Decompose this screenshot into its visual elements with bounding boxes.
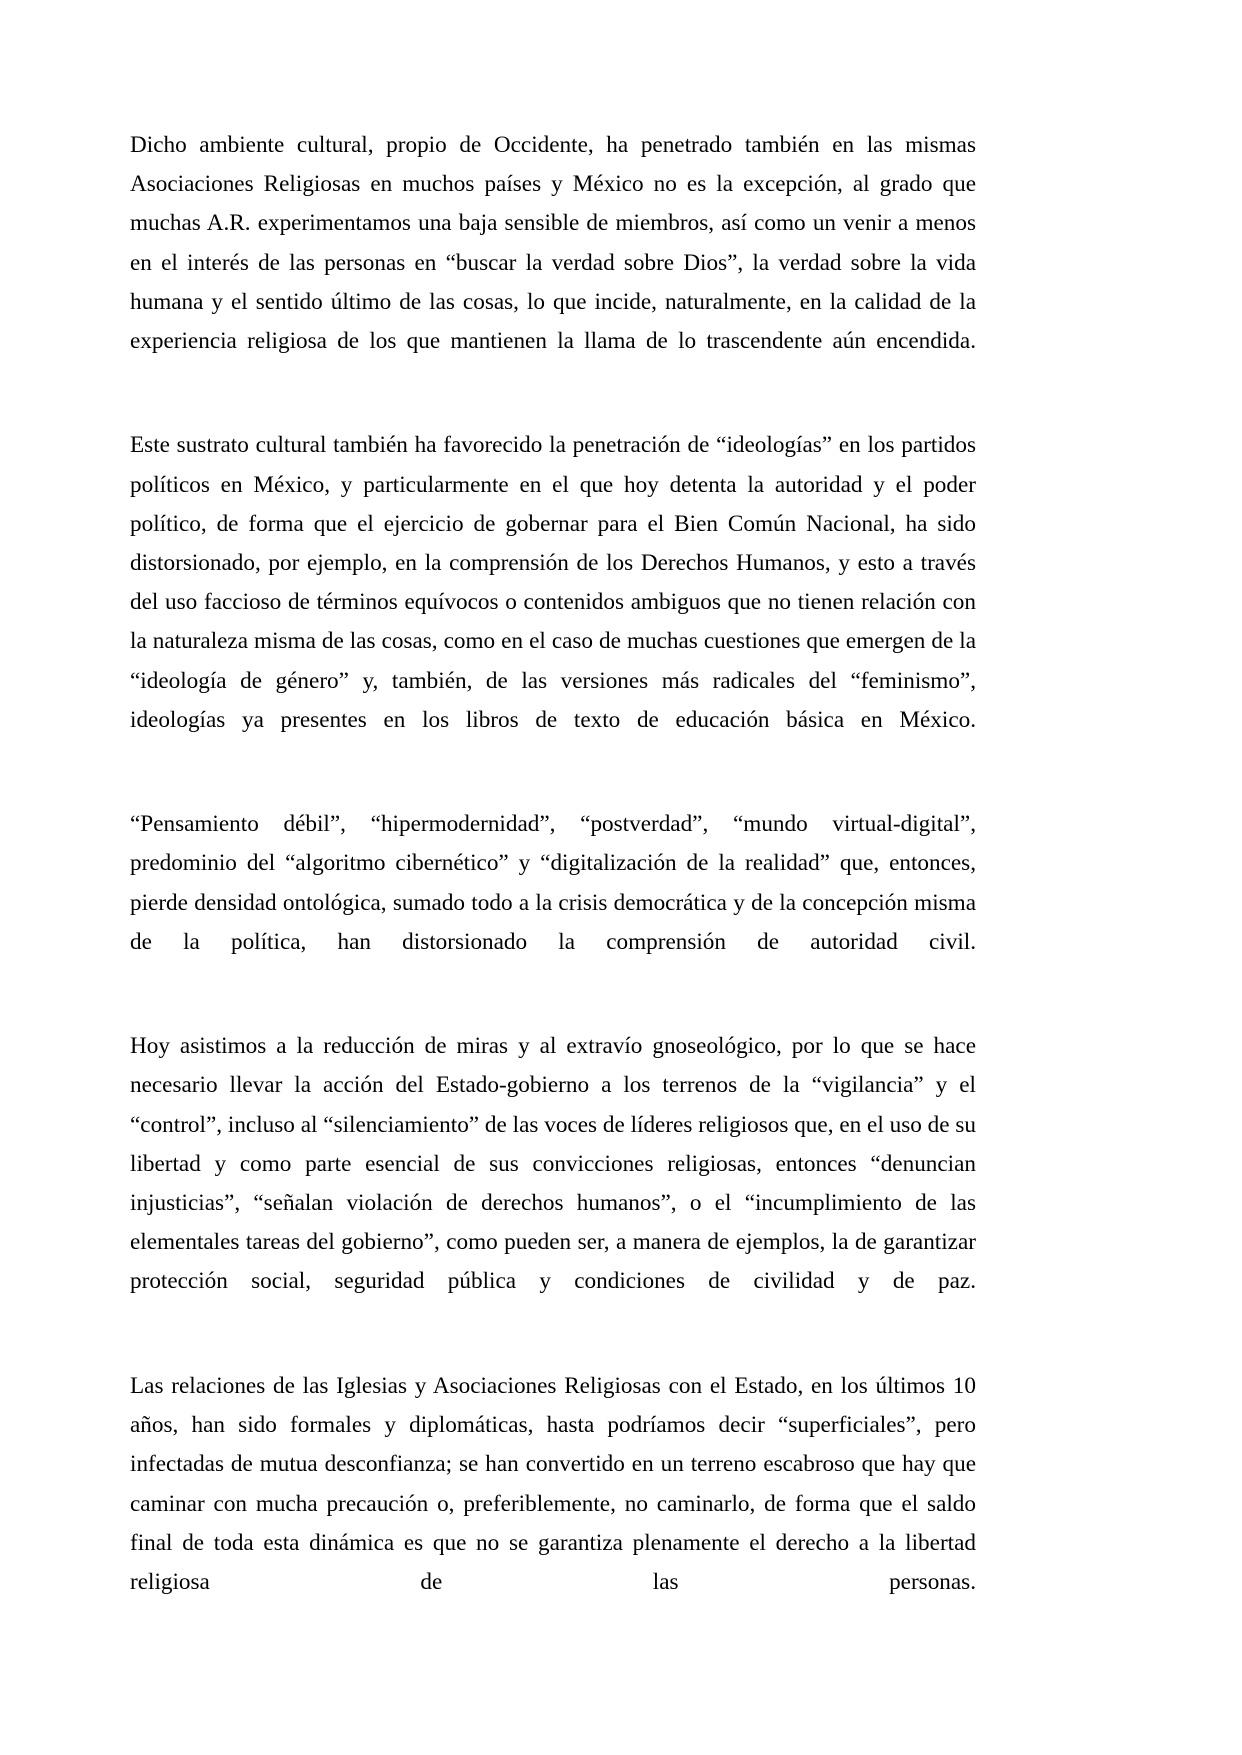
document-text-body bbox=[130, 126, 976, 1641]
paragraph-1: Dicho ambiente cultural, propio de Occidente, ha penetrado también en las mismas Asociaciones Religiosas en muchos países y México no es la excepción, al grado que muchas A.R. experimentamos una baja sensible de miembros, así como un venir a menos en el interés de las personas en “buscar la verdad sobre Dios”, la verdad sobre la vida humana y el sentido último de las cosas, lo que incide, naturalmente, en la calidad de la experiencia religiosa de los que mantienen la llama de lo trascendente aún encendida. bbox=[130, 132, 976, 355]
paragraph-3: “Pensamiento débil”, “hipermodernidad”, “postverdad”, “mundo virtual-digital”, predominio del “algoritmo cibernético” y “digitalización de la realidad” que, entonces, pierde densidad ontológica, sumado todo a la crisis democrática y de la concepción misma de la política, han distorsionado la comprensión de autoridad civil. bbox=[130, 811, 976, 955]
paragraph-5: Las relaciones de las Iglesias y Asociaciones Religiosas con el Estado, en los últimos 10 años, han sido formales y diplomáticas, hasta podríamos decir “superficiales”, pero infectadas de mutua desconfianza; se han convertido en un terreno escabroso que hay que caminar con mucha precaución o, preferiblemente, no caminarlo, de forma que el saldo final de toda esta dinámica es que no se garantiza plenamente el derecho a la libertad religiosa de las personas. bbox=[130, 1372, 976, 1595]
paragraph-2: Este sustrato cultural también ha favorecido la penetración de “ideologías” en los partidos políticos en México, y particularmente en el que hoy detenta la autoridad y el poder político, de forma que el ejercicio de gobernar para el Bien Común Nacional, ha sido distorsionado, por ejemplo, en la comprensión de los Derechos Humanos, y esto a través del uso faccioso de términos equívocos o contenidos ambiguos que no tienen relación con la naturaleza misma de las cosas, como en el caso de muchas cuestiones que emergen de la “ideología de género” y, también, de las versiones más radicales del “feminismo”, ideologías ya presentes en los libros de texto de educación básica en México. bbox=[130, 432, 976, 733]
paragraph-4: Hoy asistimos a la reducción de miras y al extravío gnoseológico, por lo que se hace necesario llevar la acción del Estado-gobierno a los terrenos de la “vigilancia” y el “control”, incluso al “silenciamiento” de las voces de líderes religiosos que, en el uso de su libertad y como parte esencial de sus convicciones religiosas, entonces “denuncian injusticias”, “señalan violación de derechos humanos”, o el “incumplimiento de las elementales tareas del gobierno”, como pueden ser, a manera de ejemplos, la de garantizar protección social, seguridad pública y condiciones de civilidad y de paz. bbox=[130, 1033, 976, 1295]
